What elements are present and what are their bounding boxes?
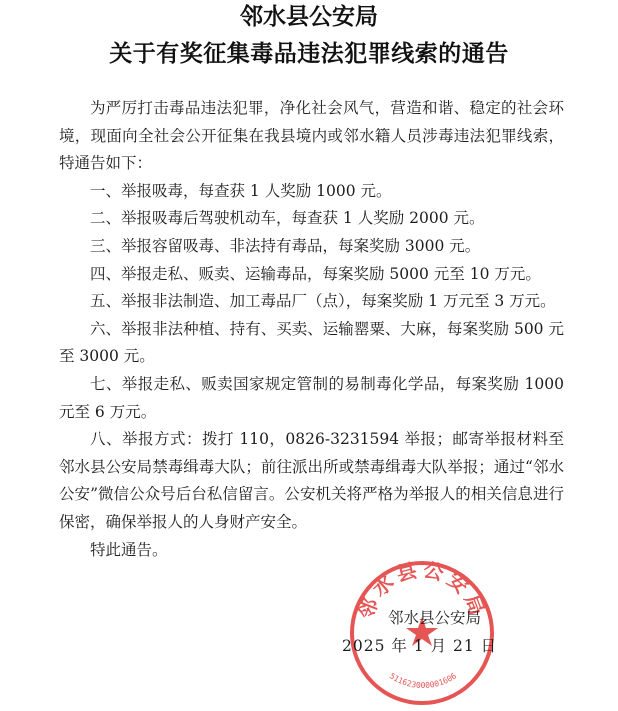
seal-number: 511623000001606 (387, 671, 459, 691)
reward-item-3: 三、举报容留吸毒、非法持有毒品，每案奖励 3000 元。 (90, 236, 481, 255)
reward-item-4: 四、举报走私、贩卖、运输毒品，每案奖励 5000 元至 10 万元。 (90, 264, 541, 283)
notice-body (59, 95, 564, 564)
official-seal (346, 557, 498, 709)
reward-item-5: 五、举报非法制造、加工毒品厂（点），每案奖励 1 万元至 3 万元。 (90, 292, 556, 311)
report-methods: 八、举报方式：拨打 110，0826-3231594 举报；邮寄举报材料至邻水县公安局禁毒缉毒大队；前往派出所或禁毒缉毒大队举报；通过“邻水公安”微信公众号后台私信留言。公安机关将严格为举报人的相关信息进行保密，确保举报人的人身财产安全。 (59, 430, 564, 531)
intro-paragraph: 为严厉打击毒品违法犯罪，净化社会风气，营造和谐、稳定的社会环境，现面向全社会公开征集在我县境内或邻水籍人员涉毒违法犯罪线索，特通告如下： (59, 99, 564, 173)
seal-top-text: 邻水县公安局 (353, 557, 491, 623)
closing-line: 特此通告。 (90, 540, 168, 559)
notice-title: 关于有奖征集毒品违法犯罪线索的通告 (109, 41, 509, 67)
signer-name: 邻水县公安局 (388, 609, 482, 627)
issue-date: 2025 年 1 月 21 日 (342, 637, 498, 655)
issuer-title: 邻水县公安局 (240, 4, 378, 30)
reward-item-6: 六、举报非法种植、持有、买卖、运输罂粟、大麻，每案奖励 500 元至 3000 元。 (59, 319, 564, 366)
reward-item-1: 一、举报吸毒，每查获 1 人奖励 1000 元。 (90, 181, 392, 200)
reward-item-2: 二、举报吸毒后驾驶机动车，每查获 1 人奖励 2000 元。 (90, 209, 485, 228)
reward-item-7: 七、举报走私、贩卖国家规定管制的易制毒化学品，每案奖励 1000 元至 6 万元。 (59, 374, 564, 421)
